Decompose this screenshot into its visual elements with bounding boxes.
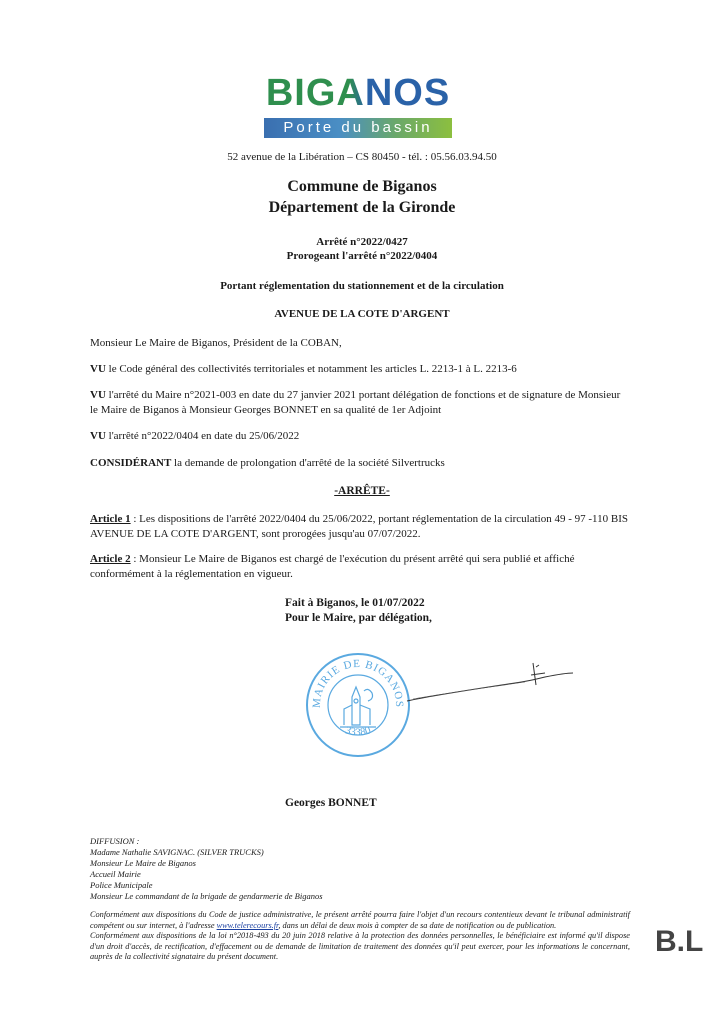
article-1-text: : Les dispositions de l'arrêté 2022/0404 du 25/06/2022, portant réglementation de la circulation 49 - 97 -110 BIS AVENUE DE LA COTE D'ARGENT, sont prorogées jusqu'au 07/07/2022. — [90, 513, 629, 540]
considerant-paragraph — [90, 456, 630, 471]
article-2 — [90, 552, 630, 582]
legal-text: , dans un délai de deux mois à compter de sa date de notification ou de publication. — [278, 920, 557, 930]
list-item: Accueil Mairie — [90, 869, 141, 879]
logo-subtitle: Porte du bassin — [264, 118, 452, 138]
initials: B.L — [655, 925, 704, 958]
logo-title — [262, 74, 454, 114]
departement-title: Département de la Gironde — [268, 199, 456, 216]
legal-paragraph-1 — [90, 910, 630, 931]
vu-paragraph-2 — [90, 388, 630, 418]
considerant-text: la demande de prolongation d'arrêté de la société Silvertrucks — [171, 457, 445, 469]
list-item: Monsieur Le Maire de Biganos — [90, 858, 196, 868]
legal-notice — [90, 910, 630, 963]
arrete-number: Arrêté n°2022/0427 — [316, 236, 408, 248]
address-line: 52 avenue de la Libération – CS 80450 - tél. : 05.56.03.94.50 — [227, 151, 497, 163]
arrete-heading: -ARRÊTE- — [334, 485, 390, 497]
street-name: AVENUE DE LA COTE D'ARGENT — [274, 308, 450, 320]
arrete-subject: Portant réglementation du stationnement et de la circulation — [220, 280, 504, 292]
logo-title-text: BIGANOS — [265, 72, 451, 114]
article-1-label: Article 1 — [90, 513, 131, 525]
intro-paragraph: Monsieur Le Maire de Biganos, Président de la COBAN, — [90, 337, 342, 349]
legal-paragraph-2: Conformément aux dispositions de la loi n°2018-493 du 20 juin 2018 relative à la protection des données personnelles, le bénéficiaire est informé qu'il dispose d'un droit d'accès, de rectification, d'effacement ou de demande de limitation de traitement des données qu'il peut exercer, pour les informations le concernant, auprès de la collectivité signataire du présent document. — [90, 931, 630, 961]
vu-label: VU — [90, 389, 106, 401]
considerant-label: CONSIDÉRANT — [90, 457, 172, 469]
church-emblem-icon — [340, 687, 376, 727]
delegation-line: Pour le Maire, par délégation, — [285, 612, 432, 624]
diffusion-heading: DIFFUSION : — [90, 836, 140, 846]
article-1 — [90, 512, 630, 542]
handwritten-signature — [405, 655, 575, 705]
vu-paragraph-3 — [90, 429, 630, 444]
article-2-text: : Monsieur Le Maire de Biganos est chargé de l'exécution du présent arrêté qui sera publié et affiché conformément à la réglementation en vigueur. — [90, 553, 575, 580]
legal-text: Conformément aux dispositions du Code de justice administrative, le présent arrêté pourra faire l'objet d'un recours contentieux devant le tribunal administratif compétent ou sur internet, à l'adresse — [90, 910, 630, 930]
vu-label: VU — [90, 430, 106, 442]
diffusion-block — [90, 836, 650, 902]
article-2-label: Article 2 — [90, 553, 131, 565]
signer-name: Georges BONNET — [285, 797, 377, 809]
vu-text: l'arrêté n°2022/0404 en date du 25/06/2022 — [105, 430, 300, 442]
biganos-logo — [262, 74, 454, 138]
place-date: Fait à Biganos, le 01/07/2022 — [285, 597, 425, 609]
vu-text: le Code général des collectivités territoriales et notamment les articles L. 2213-1 à L. 2213-6 — [105, 363, 517, 375]
vu-label: VU — [90, 363, 106, 375]
telerecours-link[interactable]: www.telerecours.fr — [216, 920, 279, 930]
mairie-stamp — [304, 651, 412, 759]
stamp-bottom-text: 33380 — [343, 724, 373, 739]
arrete-extends: Prorogeant l'arrêté n°2022/0404 — [286, 250, 438, 262]
vu-paragraph-1 — [90, 362, 630, 377]
list-item: Madame Nathalie SAVIGNAC. (SILVER TRUCKS) — [90, 847, 264, 857]
list-item: Monsieur Le commandant de la brigade de gendarmerie de Biganos — [90, 891, 323, 901]
vu-text: l'arrêté du Maire n°2021-003 en date du 27 janvier 2021 portant délégation de fonctions et de signature de Monsieur le Maire de Biganos à Monsieur Georges BONNET en sa qualité de 1er Adjoint — [90, 389, 621, 416]
list-item: Police Municipale — [90, 880, 153, 890]
stamp-top-text: MAIRIE DE BIGANOS — [310, 657, 406, 709]
commune-title: Commune de Biganos — [287, 178, 437, 195]
